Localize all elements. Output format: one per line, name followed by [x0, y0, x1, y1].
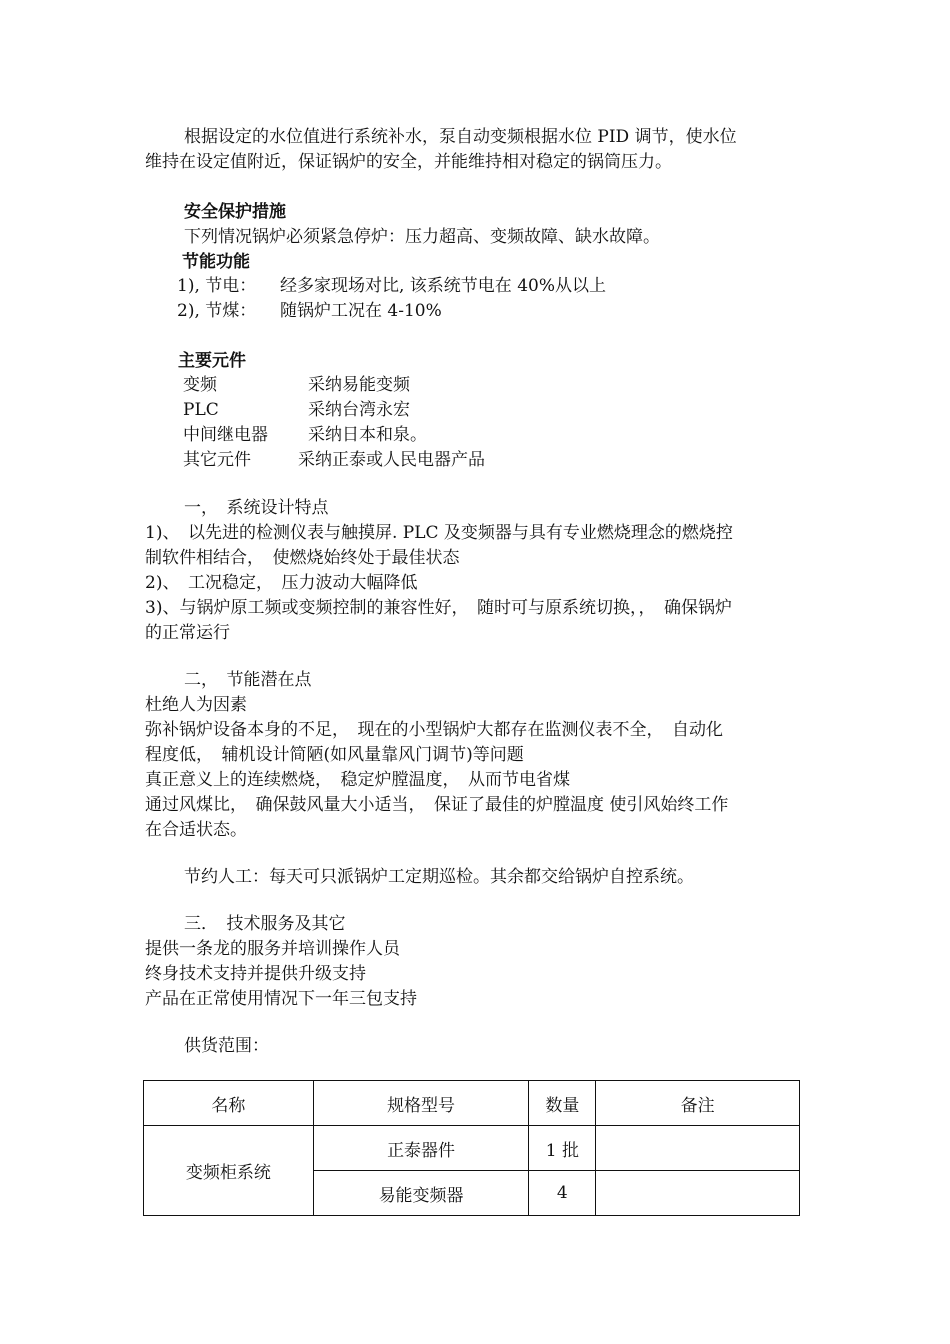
table-row [144, 1126, 800, 1171]
note-cell [596, 1126, 800, 1171]
section1-line-4: 3)、与锅炉原工频或变频控制的兼容性好， 随时可与原系统切换，， 确保锅炉 [145, 598, 732, 618]
energy-item-1-text: 经多家现场对比, 该系统节电在 40%从以上 [280, 276, 606, 296]
group-name-cell: 变频柜系统 [144, 1126, 314, 1216]
energy-item-2-text: 随锅炉工况在 4-10% [280, 301, 442, 321]
table-header-row [144, 1081, 800, 1126]
section2-line-6: 在合适状态。 [145, 820, 247, 840]
component-name-2: PLC [183, 400, 219, 420]
component-name-3: 中间继电器 [183, 425, 268, 445]
component-name-1: 变频 [183, 375, 217, 395]
component-value-3: 采纳日本和泉。 [308, 425, 427, 445]
supply-label: 供货范围： [184, 1036, 269, 1056]
component-value-2: 采纳台湾永宏 [308, 400, 410, 420]
intro-line-2: 维持在设定值附近，保证锅炉的安全，并能维持相对稳定的锅筒压力。 [145, 152, 672, 172]
section3-heading: 三． 技术服务及其它 [184, 914, 346, 934]
qty-cell: 4 [529, 1171, 596, 1216]
safety-text: 下列情况锅炉必须紧急停炉：压力超高、变频故障、缺水故障。 [184, 227, 660, 247]
qty-cell: 1 批 [529, 1126, 596, 1171]
components-heading: 主要元件 [178, 351, 246, 371]
section2-line-5: 通过风煤比， 确保鼓风量大小适当， 保证了最佳的炉膛温度 使引风始终工作 [145, 795, 729, 815]
section1-heading: 一， 系统设计特点 [184, 498, 329, 518]
section2-line-4: 真正意义上的连续燃烧， 稳定炉膛温度， 从而节电省煤 [145, 770, 570, 790]
section1-line-5: 的正常运行 [145, 623, 230, 643]
section2-line-1: 杜绝人为因素 [145, 695, 247, 715]
component-value-1: 采纳易能变频 [308, 375, 410, 395]
header-spec: 规格型号 [313, 1081, 529, 1126]
intro-line-1: 根据设定的水位值进行系统补水，泵自动变频根据水位 PID 调节，使水位 [184, 127, 737, 147]
energy-item-1-label: 1), 节电： [177, 276, 257, 296]
spec-cell: 正泰器件 [313, 1126, 529, 1171]
component-value-4: 采纳正泰或人民电器产品 [298, 450, 485, 470]
section2-line-3: 程度低， 辅机设计简陋(如风量靠风门调节)等问题 [145, 745, 524, 765]
section2-heading: 二， 节能潜在点 [184, 670, 312, 690]
labor-text: 节约人工：每天可只派锅炉工定期巡检。其余都交给锅炉自控系统。 [184, 867, 694, 887]
header-note: 备注 [596, 1081, 800, 1126]
energy-item-2-label: 2), 节煤： [177, 301, 257, 321]
component-name-4: 其它元件 [183, 450, 251, 470]
safety-heading: 安全保护措施 [184, 202, 286, 222]
spec-cell: 易能变频器 [313, 1171, 529, 1216]
section2-line-2: 弥补锅炉设备本身的不足， 现在的小型锅炉大都存在监测仪表不全， 自动化 [145, 720, 723, 740]
section3-line-2: 终身技术支持并提供升级支持 [145, 964, 366, 984]
supply-table [143, 1080, 800, 1216]
section3-line-3: 产品在正常使用情况下一年三包支持 [145, 989, 417, 1009]
section1-line-2: 制软件相结合， 使燃烧始终处于最佳状态 [145, 548, 460, 568]
energy-heading: 节能功能 [182, 252, 250, 272]
note-cell [596, 1171, 800, 1216]
header-qty: 数量 [529, 1081, 596, 1126]
header-name: 名称 [144, 1081, 314, 1126]
section1-line-3: 2)、 工况稳定， 压力波动大幅降低 [145, 573, 418, 593]
section3-line-1: 提供一条龙的服务并培训操作人员 [145, 939, 400, 959]
section1-line-1: 1)、 以先进的检测仪表与触摸屏. PLC 及变频器与具有专业燃烧理念的燃烧控 [145, 523, 733, 543]
